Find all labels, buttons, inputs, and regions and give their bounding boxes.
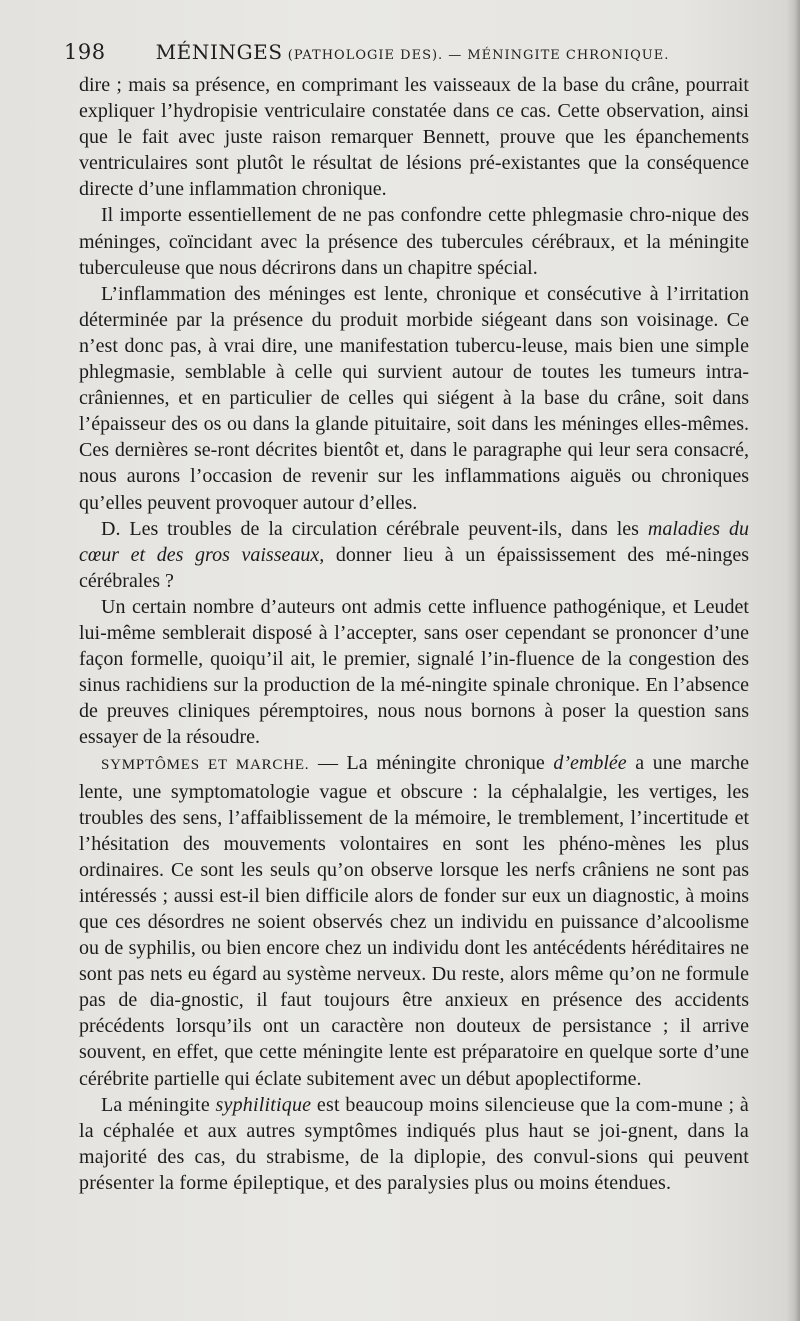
paragraph-syphilitique-italic: syphilitique [215,1093,312,1116]
paragraph-symptomes-start: La méningite chronique [346,752,545,775]
running-title: MÉNINGES [155,40,283,64]
paragraph-phlegmasie: Il importe essentiellement de ne pas confondre cette phlegmasie chro-nique des méninges, coïncidant avec la présence des tubercules cérébraux, et la méningite tuberculeuse que nous décrirons dans un chapitre spécial. [79,204,749,279]
paragraph-syphilitique [79,1092,749,1196]
running-header [64,40,734,70]
paragraph-continued: dire ; mais sa présence, en comprimant les vaisseaux de la base du crâne, pourrait expliquer l’hydropisie ventriculaire constatée dans ce cas. Cette observation, ainsi que le fait avec juste raison remarquer Bennett, prouve que les épanchements ventriculaires sont plutôt le résultat de lésions pré-existantes que la conséquence directe d’une inflammation chronique. [79,74,749,201]
paragraph-symptomes-end: a une marche lente, une symptomatologie vague et obscure : la céphalalgie, les vertiges, les troubles des sens, l’affaiblissement de la mémoire, le tremblement, l’incertitude et l’hésitation des mouvements volontaires en sont les phéno-mènes les plus ordinaires. Ce sont les seuls qu’on observe lorsque les nerfs crâniens ne sont pas intéressés ; aussi est-il bien difficile alors de fonder sur eux un diagnostic, à moins que ces désordres ne soient observés chez un individu en puissance d’alcoolisme ou de syphilis, ou bien encore chez un individu dont les antécédents héréditaires ne sont pas nets eu égard au système nerveux. Du reste, alors même qu’on ne formule pas de dia-gnostic, il faut toujours être anxieux en présence des accidents précédents lorsqu’ils ont un caractère non douteux de persistance ; il arrive souvent, en effet, que cette méningite lente est préparatoire en quelque sorte d’une cérébrite partielle qui éclate subitement avec un début apoplectiforme. [79,752,750,1090]
page-number: 198 [64,40,106,64]
section-heading-dash: — [317,752,338,775]
header-dash: — [448,48,463,63]
running-subtitle: (PATHOLOGIE DES). [287,48,444,63]
paragraph-syphilitique-start: La méningite [101,1093,210,1116]
paragraph-syphilitique-end: est beaucoup moins silencieuse que la com-mune ; à la céphalée et aux autres symptômes indiqués plus haut se joi-gnent, dans la majorité des cas, du strabisme, de la diplopie, des convul-sions qui peuvent présenter la forme épileptique, et des paralysies plus ou moins étendues. [79,1093,750,1194]
body-text [79,72,749,1196]
section-heading-symptomes: SYMPTÔMES ET MARCHE. [101,757,310,774]
paragraph-leudet: Un certain nombre d’auteurs ont admis cette influence pathogénique, et Leudet lui-même semblerait disposé à l’accepter, sans oser cependant se prononcer d’une façon formelle, quoiqu’il ait, le premier, signalé l’in-fluence de la congestion des sinus rachidiens sur la production de la mé-ningite spinale chronique. En l’absence de preuves cliniques péremptoires, nous nous bornons à poser la question sans essayer de la résoudre. [79,595,749,749]
paragraph-inflammation: L’inflammation des méninges est lente, chronique et consécutive à l’irritation déterminée par la présence du produit morbide siégeant dans son voisinage. Ce n’est donc pas, à vrai dire, une manifestation tubercu-leuse, mais bien une simple phlegmasie, semblable à celle qui survient autour de toutes les tumeurs intra-crâniennes, et en particulier de celles qui siégent à la base du crâne, soit dans l’épaisseur des os ou dans la glande pituitaire, soit dans les méninges elles-mêmes. Ces dernières se-ront décrites bientôt et, dans le paragraphe qui leur sera consacré, nous aurons l’occasion de revenir sur les inflammations aiguës ou chroniques qu’elles peuvent provoquer autour d’elles. [79,282,749,514]
paragraph-circulation-end: donner lieu à un épaississement des mé-ninges cérébrales ? [79,543,750,592]
paragraph-circulation-italic: maladies du cœur et des gros vaisseaux, [79,517,750,566]
paragraph-circulation-start: D. Les troubles de la circulation cérébrale peuvent-ils, dans les [101,517,639,540]
paragraph-circulation [79,516,749,594]
section-title: MÉNINGITE CHRONIQUE. [467,48,670,63]
page-edge-shadow [786,0,800,1321]
paragraph-symptomes-italic: d’emblée [553,752,627,775]
paragraph-symptomes [79,750,749,1091]
